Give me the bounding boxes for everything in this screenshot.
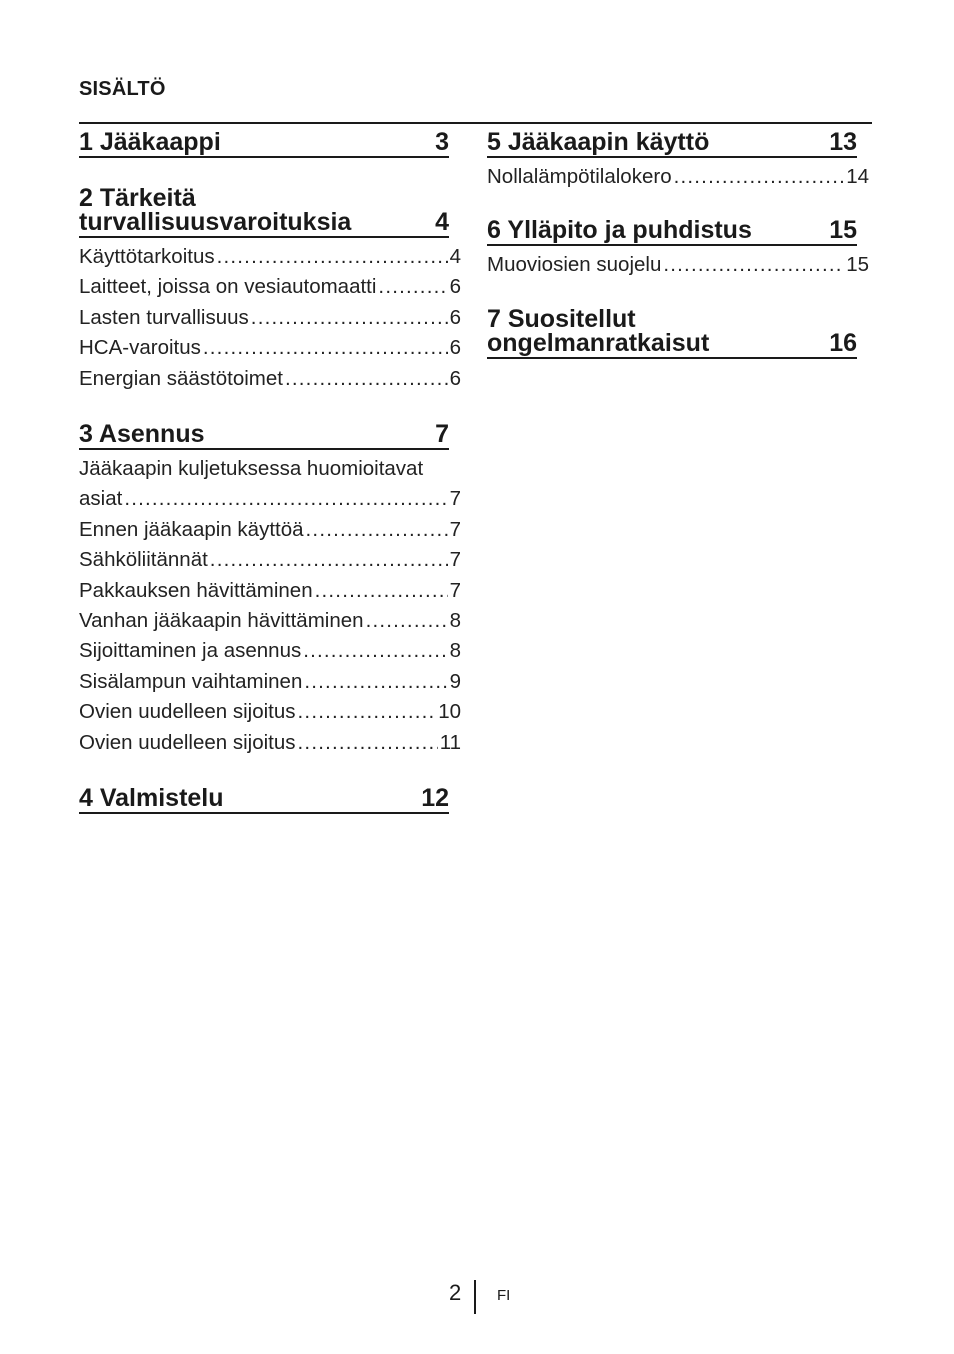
footer-divider	[474, 1280, 476, 1314]
toc-section-page: 13	[829, 128, 857, 156]
toc-entry-label: Laitteet, joissa on vesiautomaatti	[79, 275, 377, 299]
toc-leader-dots	[298, 697, 437, 727]
toc-entry-label: HCA-varoitus	[79, 336, 201, 360]
toc-entry-page: 8	[449, 609, 461, 633]
toc-section-7	[487, 304, 869, 359]
toc-entry[interactable]	[487, 250, 869, 280]
toc-entry-page: 6	[449, 275, 461, 299]
toc-section-title: 6 Ylläpito ja puhdistus	[487, 216, 752, 245]
toc-leader-dots	[124, 484, 447, 514]
toc-entry-label: Sisälampun vaihtaminen	[79, 669, 303, 693]
toc-section-heading[interactable]	[79, 422, 449, 450]
toc-section-heading[interactable]	[79, 130, 449, 158]
toc-leader-dots	[366, 606, 448, 636]
toc-section-6	[487, 218, 869, 280]
toc-entry[interactable]	[79, 303, 461, 333]
toc-leader-dots	[298, 728, 438, 758]
toc-entry[interactable]	[79, 636, 461, 666]
toc-entry-label: Käyttötarkoitus	[79, 245, 215, 268]
toc-entry-page: 6	[449, 305, 461, 329]
toc-entry-label: Sähköliitännät	[79, 548, 208, 572]
toc-entry-page: 7	[449, 517, 461, 541]
toc-leader-dots	[378, 272, 447, 302]
toc-entry-label: Ovien uudelleen sijoitus	[79, 730, 296, 754]
toc-section-title: 2 Tärkeitä turvallisuusvaroituksia	[79, 184, 352, 236]
toc-entry-label: Muoviosien suojelu	[487, 253, 662, 277]
toc-entry[interactable]	[79, 364, 461, 394]
toc-entry-label: asiat	[79, 487, 123, 511]
footer-page-number: 2	[449, 1280, 462, 1305]
toc-entry-label: Ovien uudelleen sijoitus	[79, 700, 296, 724]
toc-leader-dots	[203, 333, 448, 363]
toc-entry-label: Energian säästötoimet	[79, 366, 283, 390]
toc-leader-dots	[304, 667, 447, 697]
toc-entry[interactable]	[79, 272, 461, 302]
toc-section-title: 7 Suositellut ongelmanratkaisut	[487, 304, 710, 357]
toc-entry[interactable]	[79, 606, 461, 636]
toc-leader-dots	[217, 242, 448, 272]
toc-section-heading[interactable]	[79, 786, 449, 814]
toc-section-1	[79, 130, 461, 158]
toc-entry-page: 8	[449, 639, 461, 663]
toc-entry-label: Vanhan jääkaapin hävittäminen	[79, 609, 364, 633]
toc-entry[interactable]	[79, 697, 461, 727]
toc-leader-dots	[674, 162, 845, 192]
toc-section-heading[interactable]	[79, 186, 449, 238]
toc-section-title: 3 Asennus	[79, 420, 205, 449]
toc-entry[interactable]	[79, 484, 461, 514]
toc-leader-dots	[251, 303, 448, 333]
toc-entry-page: 7	[449, 548, 461, 572]
toc-leader-dots	[210, 545, 448, 575]
toc-section-page: 7	[435, 420, 449, 449]
toc-section-page: 15	[829, 216, 857, 245]
toc-section-heading[interactable]	[487, 130, 857, 158]
toc-entry-page: 6	[449, 336, 461, 360]
toc-entry-label: Nollalämpötilalokero	[487, 165, 672, 188]
toc-section-title: 5 Jääkaapin käyttö	[487, 128, 710, 156]
toc-entry[interactable]	[79, 242, 461, 272]
toc-leader-dots	[663, 250, 844, 280]
toc-section-title: 1 Jääkaappi	[79, 128, 221, 156]
toc-section-heading[interactable]	[487, 304, 857, 359]
toc-entry-page: 4	[449, 245, 461, 268]
toc-entry-label: Lasten turvallisuus	[79, 305, 249, 329]
toc-right-column	[487, 128, 869, 363]
toc-entry-label: Pakkauksen hävittäminen	[79, 578, 313, 602]
toc-section-page: 16	[829, 328, 857, 357]
toc-section-5	[487, 130, 869, 192]
toc-section-title: 4 Valmistelu	[79, 784, 224, 813]
toc-entry-page: 7	[449, 578, 461, 602]
toc-section-heading[interactable]	[487, 218, 857, 246]
toc-section-4	[79, 786, 461, 814]
toc-entry-page: 9	[449, 669, 461, 693]
toc-leader-dots	[306, 515, 448, 545]
toc-entry[interactable]	[79, 728, 461, 758]
toc-leader-dots	[303, 636, 447, 666]
toc-entry-page: 10	[438, 700, 461, 724]
toc-section-page: 12	[421, 784, 449, 813]
toc-entry-page: 15	[846, 253, 869, 277]
toc-section-2	[79, 186, 461, 394]
toc-entry[interactable]	[79, 576, 461, 606]
toc-section-page: 3	[435, 128, 449, 156]
toc-entry[interactable]	[79, 515, 461, 545]
toc-entry-label-line[interactable]: Jääkaapin kuljetuksessa huomioitavat	[79, 457, 424, 481]
toc-entry-page: 11	[439, 730, 461, 754]
toc-entry-page: 7	[449, 487, 461, 511]
toc-entry[interactable]	[79, 333, 461, 363]
toc-section-page: 4	[435, 208, 449, 236]
page-title: SISÄLTÖ	[79, 78, 166, 100]
toc-entry[interactable]	[79, 667, 461, 697]
toc-entry-page: 6	[449, 366, 461, 390]
toc-entry-label: Ennen jääkaapin käyttöä	[79, 517, 304, 541]
toc-leader-dots	[285, 364, 448, 394]
toc-entry-label: Sijoittaminen ja asennus	[79, 639, 302, 663]
footer-language: FI	[497, 1287, 511, 1304]
toc-entry[interactable]	[79, 545, 461, 575]
toc-entry[interactable]	[487, 162, 869, 192]
header-rule	[79, 122, 872, 124]
toc-section-3	[79, 422, 461, 758]
toc-left-column	[79, 128, 461, 818]
toc-leader-dots	[315, 576, 448, 606]
toc-entry-page: 14	[846, 165, 869, 188]
